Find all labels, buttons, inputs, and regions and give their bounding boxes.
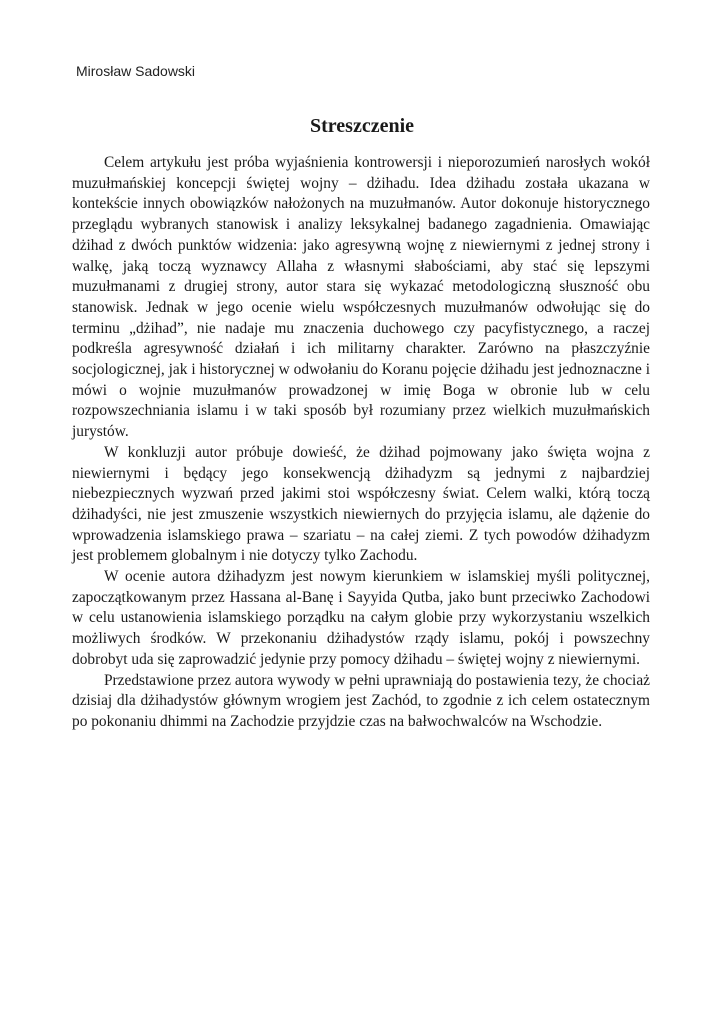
paragraph: W konkluzji autor próbuje dowieść, że dżihad pojmowany jako święta wojna z niewiernymi i będący jego konsekwencją dżihadyzm są jednymi z najbardziej niebezpiecznych wyzwań przed jakimi stoi współczesny świat. Celem walki, którą toczą dżihadyści, nie jest zmuszenie wszystkich niewiernych do przyjęcia islamu, ale dążenie do wprowadzenia islamskiego prawa – szariatu – na całej ziemi. Z tych powodów dżihadyzm jest problemem globalnym i nie dotyczy tylko Zachodu. bbox=[72, 443, 650, 565]
paragraph: Przedstawione przez autora wywody w pełni uprawniają do postawienia tezy, że chociaż dzisiaj dla dżihadystów głównym wrogiem jest Zachód, to zgodnie z ich celem ostatecznym po pokonaniu dhimmi na Zachodzie przyjdzie czas na bałwochwalców na Wschodzie. bbox=[72, 671, 650, 730]
paragraph: W ocenie autora dżihadyzm jest nowym kierunkiem w islamskiej myśli politycznej, zapoczątkowanym przez Hassana al-Banę i Sayyida Qutba, jako bunt przeciwko Zachodowi w celu ustanowienia islamskiego porządku na całym globie przy wykorzystaniu wszelkich możliwych środków. W przekonaniu dżihadystów rządy islamu, pokój i powszechny dobrobyt uda się zaprowadzić jedynie przy pomocy dżihadu – świętej wojny z niewiernymi. bbox=[72, 568, 650, 668]
paragraph: Celem artykułu jest próba wyjaśnienia kontrowersji i nieporozumień narosłych wokół muzułmańskiej koncepcji świętej wojny – dżihadu. Idea dżihadu została ukazana w kontekście innych obowiązków nałożonych na muzułmanów. Autor dokonuje historycznego przeglądu wybranych stanowisk i analizy leksykalnej badanego zagadnienia. Omawiając dżihad z dwóch punktów widzenia: jako agresywną wojnę z niewiernymi z jednej strony i walkę, jaką toczą wyznawcy Allaha z własnymi słabościami, aby stać się lepszymi muzułmanami z drugiej strony, autor stara się wykazać metodologiczną słuszność obu stanowisk. Jednak w jego ocenie wielu współczesnych muzułmanów odwołując się do terminu „dżihad”, nie nadaje mu znaczenia duchowego czy pacyfistycznego, a raczej podkreśla agresywność działań i ich militarny charakter. Zarówno na płaszczyźnie socjologicznej, jak i historycznej w odwołaniu do Koranu pojęcie dżihadu jest jednoznaczne i mówi o wojnie muzułmanów prowadzonej w imię Boga w obronie lub w celu rozpowszechniania islamu i w taki sposób był rozumiany przez wielkich muzułmańskich jurystów. bbox=[72, 154, 650, 441]
running-head-author: Mirosław Sadowski bbox=[76, 63, 196, 79]
section-title: Streszczenie bbox=[309, 115, 415, 137]
abstract-body bbox=[72, 153, 650, 733]
